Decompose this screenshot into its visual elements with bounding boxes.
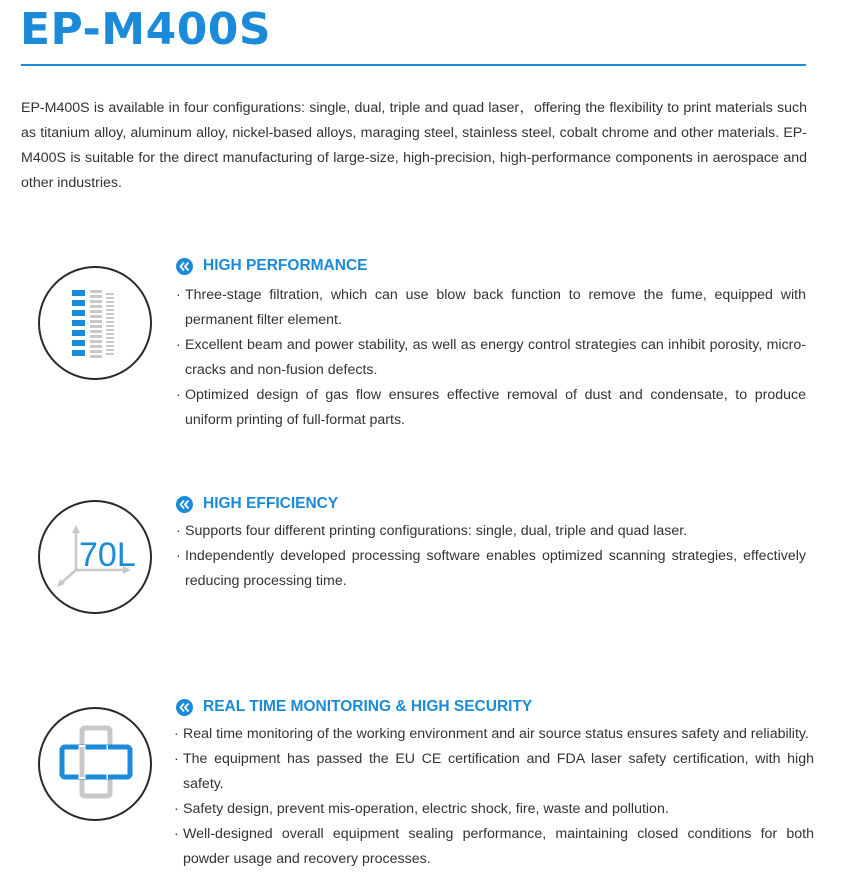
double-chevron-left-icon	[176, 699, 193, 716]
double-chevron-left-icon	[176, 496, 193, 513]
list-item: · Three-stage filtration, which can use blow back function to remove the fume, equipped with permanent filter element.	[176, 287, 806, 328]
section-title: HIGH EFFICIENCY	[203, 495, 339, 512]
page-title: EP-M400S	[20, 4, 272, 55]
interlocked-shield-icon	[38, 707, 152, 821]
section-heading	[176, 256, 367, 276]
feature-list	[174, 722, 814, 872]
list-item: · Safety design, prevent mis-operation, electric shock, fire, waste and pollution.	[174, 801, 669, 817]
volume-70l-icon	[38, 500, 152, 614]
list-item: · Supports four different printing configurations: single, dual, triple and quad laser.	[176, 523, 688, 539]
section-heading	[176, 494, 338, 514]
list-item: · Well-designed overall equipment sealing performance, maintaining closed conditions for both powder usage and recovery processes.	[174, 826, 814, 867]
section-heading	[176, 697, 532, 717]
double-chevron-left-icon	[176, 258, 193, 275]
list-item: · The equipment has passed the EU CE certification and FDA laser safety certification, with high safety.	[174, 751, 814, 792]
section-title: HIGH PERFORMANCE	[203, 257, 368, 274]
feature-list	[176, 519, 806, 594]
title-divider	[21, 64, 806, 66]
list-item: · Excellent beam and power stability, as well as energy control strategies can inhibit porosity, micro-cracks and non-fusion defects.	[176, 337, 806, 378]
feature-list	[176, 283, 806, 433]
list-item: · Real time monitoring of the working environment and air source status ensures safety and reliability.	[174, 726, 809, 742]
list-item: · Independently developed processing software enables optimized scanning strategies, effectively reducing processing time.	[176, 548, 806, 589]
list-item: · Optimized design of gas flow ensures effective removal of dust and condensate, to produce uniform printing of full-format parts.	[176, 387, 806, 428]
volume-label: 70L	[79, 536, 136, 574]
filter-bars-icon	[38, 266, 152, 380]
intro-paragraph: EP-M400S is available in four configurations: single, dual, triple and quad laser，offering the flexibility to print materials such as titanium alloy, aluminum alloy, nickel-based alloys, maraging steel, stainless steel, cobalt chrome and other materials. EP-M400S is suitable for the direct manufacturing of large-size, high-precision, high-performance components in aerospace and other industries.	[21, 100, 807, 191]
section-title: REAL TIME MONITORING & HIGH SECURITY	[203, 698, 533, 715]
